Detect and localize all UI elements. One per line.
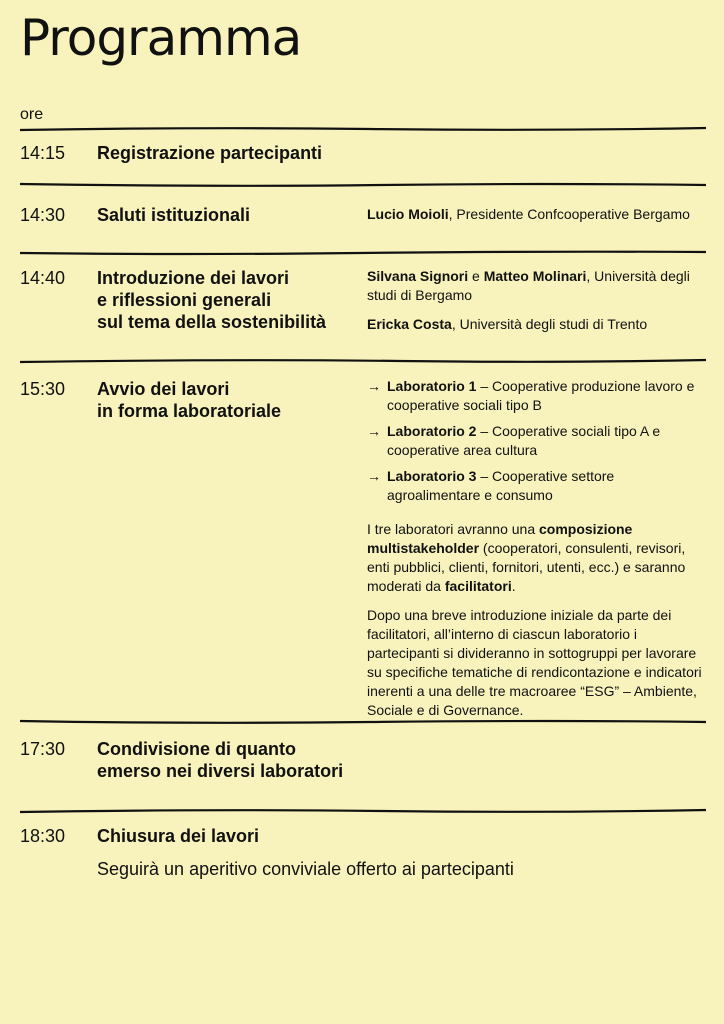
page-title: Programma [20,9,302,67]
speaker-name: Lucio Moioli [367,206,449,222]
event-title: Introduzione dei lavori e riflessioni generali sul tema della sostenibilità [97,268,327,332]
speaker-name: Matteo Molinari [483,268,587,284]
lab-description: – Cooperative settore agroalimentare e consumo [387,468,615,503]
lab-name: Laboratorio 1 [387,378,477,394]
event-title: Saluti istituzionali [97,205,251,225]
time-label: 14:15 [20,143,66,163]
speaker-name: Silvana Signori [367,268,469,284]
lab-description: – Cooperative produzione lavoro e cooperative sociali tipo B [387,378,695,413]
lab-name: Laboratorio 2 [387,423,477,439]
time-label: 17:30 [20,739,66,759]
workshop-details [367,377,707,730]
workshop-paragraph: I tre laboratori avranno una composizione multistakeholder (cooperatori, consulenti, revisori, enti pubblici, clienti, fornitori, utenti, ecc.) e saranno moderati da facilitatori. [367,521,686,594]
lab-item [367,377,707,415]
speaker-role: , Università degli studi di Bergamo [367,268,690,303]
event-note: Seguirà un aperitivo conviviale offerto ai partecipanti [97,859,514,879]
speaker-name: Ericka Costa [367,316,452,332]
arrow-right-icon: → [367,378,381,394]
divider [20,125,706,133]
divider [20,357,706,365]
divider [20,807,706,815]
time-label: 14:30 [20,205,66,225]
lab-name: Laboratorio 3 [387,468,477,484]
event-title: Condivisione di quanto emerso nei diversi laboratori [97,739,344,781]
time-label: 14:40 [20,268,66,288]
arrow-right-icon: → [367,423,381,439]
time-label: 18:30 [20,826,66,846]
lab-item [367,422,707,460]
lab-item [367,467,707,505]
speaker-role: , Università degli studi di Trento [451,316,648,332]
lab-description: – Cooperative sociali tipo A e cooperative area cultura [387,423,661,458]
workshop-paragraph: Dopo una breve introduzione iniziale da parte dei facilitatori, all’interno di ciascun laboratorio i partecipanti si divideranno in sottogruppi per lavorare su specifiche tematiche di rendicontazione e indicatori inerenti a una delle tre macroaree “ESG” – Ambiente, Sociale e di Governance. [367,607,702,718]
event-title: Chiusura dei lavori [97,826,260,846]
speakers [367,205,707,234]
speaker-role: , Presidente Confcooperative Bergamo [448,206,690,222]
event-title: Avvio dei lavori in forma laboratoriale [97,379,282,421]
divider [20,249,706,257]
speakers: Silvana Signori e Matteo Molinari, Università degli studi di Bergamo Ericka Costa, Università degli studi di Trento [367,268,690,332]
divider [20,181,706,189]
arrow-right-icon: → [367,468,381,484]
hours-column-label: ore [20,106,44,123]
event-title: Registrazione partecipanti [97,143,323,163]
time-label: 15:30 [20,379,66,399]
